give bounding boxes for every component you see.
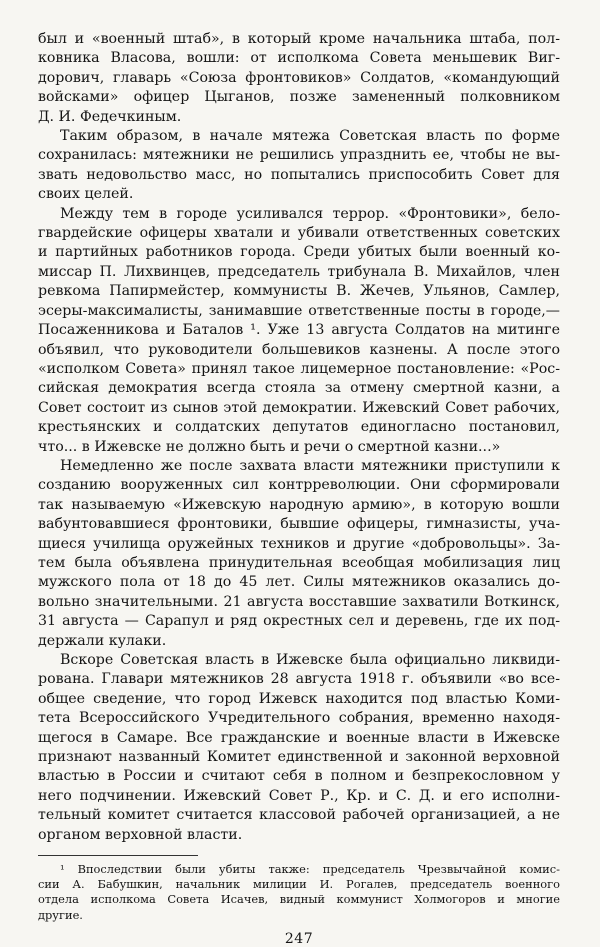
text-line: сийская демократия всегда стояла за отмену смертной казни, а [38, 380, 560, 397]
paragraph-1 [38, 30, 560, 127]
text-line: вольно значительными. 21 августа восставшие захватили Воткинск, [38, 593, 560, 610]
text-line: миссар П. Лихвинцев, председатель трибунала В. Михайлов, член [38, 263, 560, 280]
text-line: войсками» офицер Цыганов, позже замененный полковником [38, 89, 560, 106]
text-line: звать недовольство масс, но попытались приспособить Совет для [38, 166, 560, 183]
text-line: ревкома Папирмейстер, коммунисты В. Жечев, Ульянов, Самлер, [38, 283, 560, 300]
text-line: так называемую «Ижевскую народную армию», в которую вошли [38, 496, 560, 513]
text-line: дорович, главарь «Союза фронтовиков» Солдатов, «командующий [38, 69, 560, 86]
text-line: держали кулаки. [38, 632, 167, 649]
text-line: сохранилась: мятежники не решились упразднить ее, чтобы не вы- [38, 147, 560, 164]
main-text [38, 30, 560, 845]
footnote-line: отдела исполкома Совета Исачев, видный коммунист Холмогоров и многие [38, 892, 560, 907]
text-line: властью в России и считают себя в полном и безпрекословном у [38, 768, 560, 785]
text-line: ковника Власова, вошли: от исполкома Совета меньшевик Виг- [38, 50, 560, 67]
text-line: «исполком Совета» принял такое лицемерное постановление: «Рос- [38, 360, 560, 377]
book-page [38, 30, 560, 947]
text-line: щиеся училища оружейных техников и другие «добровольцы». За- [38, 535, 560, 552]
text-line: созданию вооруженных сил контрреволюции. Они сформировали [38, 477, 560, 494]
text-line: тета Всероссийского Учредительного собрания, временно находя- [38, 710, 560, 727]
text-line: него подчинении. Ижевский Совет Р., Кр. и С. Д. и его исполни- [38, 787, 560, 804]
text-line: общее сведение, что город Ижевск находится под властью Коми- [38, 690, 560, 707]
footnote-line: другие. [38, 907, 83, 922]
text-line: Вскоре Советская власть в Ижевске была официально ликвиди- [60, 652, 560, 668]
paragraph-4 [38, 457, 560, 651]
text-line: Между тем в городе усиливался террор. «Фронтовики», бело- [60, 205, 560, 222]
text-line: Немедленно же после захвата власти мятежники приступили к [60, 457, 560, 474]
footnote-line: сии А. Бабушкин, начальник милиции И. Рогалев, председатель военного [38, 877, 560, 892]
paragraph-5 [38, 651, 560, 845]
text-line: был и «военный штаб», в который кроме начальника штаба, пол- [38, 31, 560, 47]
text-line: рована. Главари мятежников 28 августа 1918 г. объявили «во все- [38, 671, 560, 688]
text-line: признают названный Комитет единственной и законной верховной [38, 749, 560, 766]
text-line: эсеры-максималисты, занимавшие ответственные посты в городе,— [38, 302, 560, 319]
text-line: и партийных работников города. Среди убитых были военный ко- [38, 244, 560, 261]
text-line: 31 августа — Сарапул и ряд окрестных сел и деревень, где их под- [38, 613, 560, 630]
text-line: что... в Ижевске не должно быть и речи о смертной казни...» [38, 438, 501, 455]
text-line: Таким образом, в начале мятежа Советская власть по форме [60, 128, 560, 145]
text-line: объявил, что руководители большевиков казнены. А после этого [38, 341, 560, 358]
text-line: вабунтовавшиеся фронтовики, бывшие офицеры, гимназисты, уча- [38, 516, 560, 533]
text-line: Д. И. Федечкиным. [38, 108, 182, 125]
footnote [38, 862, 560, 923]
text-line: тельный комитет считается классовой рабочей организацией, а не [38, 807, 560, 824]
text-line: Посаженникова и Баталов ¹. Уже 13 августа Солдатов на митинге [38, 322, 560, 339]
footnote-divider [38, 855, 198, 856]
text-line: крестьянских и солдатских депутатов единогласно постановил, [38, 419, 560, 436]
paragraph-3 [38, 205, 560, 457]
text-line: органом верховной власти. [38, 826, 243, 843]
text-line: гвардейские офицеры хватали и убивали ответственных советских [38, 225, 560, 242]
text-line: своих целей. [38, 186, 134, 203]
text-line: мужского пола от 18 до 45 лет. Силы мятежников оказались до- [38, 574, 560, 591]
text-line: Совет состоит из сынов этой демократии. Ижевский Совет рабочих, [38, 399, 560, 416]
page-number: 247 [284, 930, 314, 947]
paragraph-2 [38, 127, 560, 205]
footnote-line: ¹ Впоследствии были убиты также: председатель Чрезвычайной комис- [60, 862, 560, 877]
text-line: тем была объявлена принудительная всеобщая мобилизация лиц [38, 554, 560, 571]
text-line: щегося в Самаре. Все гражданские и военные власти в Ижевске [38, 729, 560, 746]
